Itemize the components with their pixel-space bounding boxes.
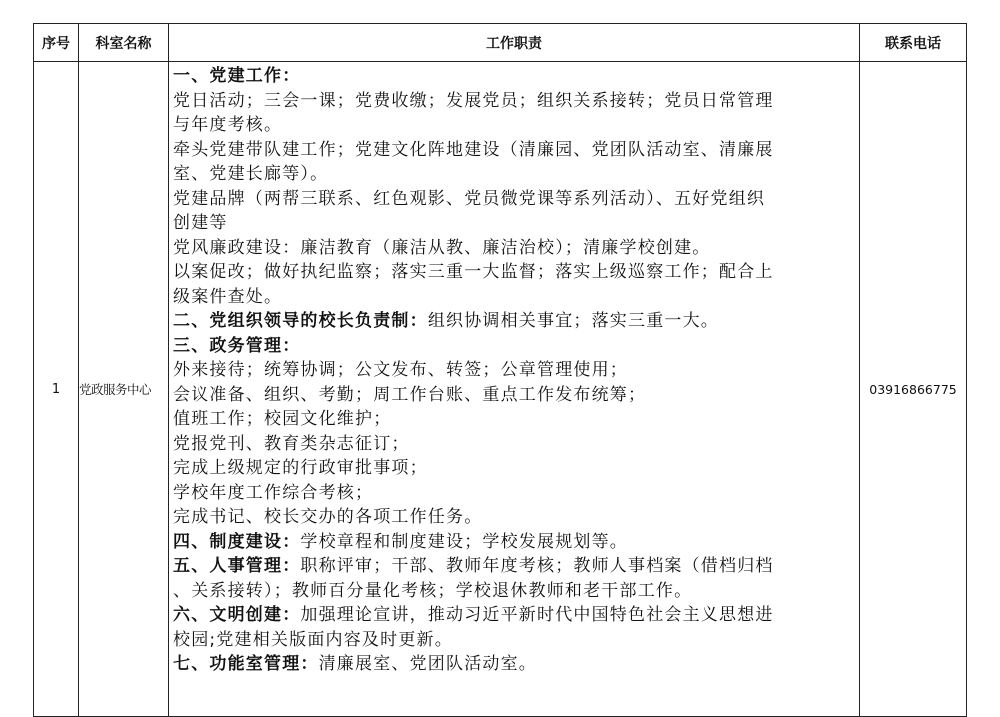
duty-text: 清廉展室、党团队活动室。 [318,654,538,674]
duty-section-heading: 二、党组织领导的校长负责制： [173,311,428,331]
header-row [34,24,967,62]
duty-line [173,579,855,604]
duty-text: 外来接待；统筹协调；公文发布、转签；公章管理使用； [173,360,628,380]
duty-text: 学校章程和制度建设；学校发展规划等。 [300,531,629,552]
duty-line [173,481,855,506]
duty-line [173,64,855,89]
duty-section-heading: 四、制度建设： [173,531,301,552]
header-index: 序号 [34,24,79,62]
duty-text: 创建等 [173,213,228,233]
duty-text: 党风廉政建设：廉洁教育（廉洁从教、廉洁治校）；清廉学校创建。 [173,237,711,258]
duty-line [173,358,855,383]
duty-section-heading: 一、党建工作： [173,66,301,86]
duty-text: 值班工作；校园文化维护； [173,409,392,429]
duty-lines [173,64,855,677]
duty-text: 党报党刊、教育类杂志征订； [173,433,410,454]
duty-line [173,383,855,408]
duty-line [173,603,855,628]
duty-line [173,113,855,138]
row-index: 1 [34,62,79,717]
duty-line [173,236,855,261]
duty-line [173,530,855,555]
header-phone: 联系电话 [860,24,967,62]
duty-text: 学校年度工作综合考核； [173,482,374,503]
duty-line [173,628,855,653]
duty-line [173,162,855,187]
duty-line [173,505,855,530]
duty-line [173,407,855,432]
duty-section-heading: 六、文明创建： [173,605,301,625]
duty-text: 牵头党建带队建工作；党建文化阵地建设（清廉园、党团队活动室、清廉展 [173,139,774,160]
header-department: 科室名称 [79,24,169,62]
duty-text: 组织协调相关事宜；落实三重一大。 [427,311,720,331]
duty-line [173,456,855,481]
duty-text: 室、党建长廊等）。 [173,164,329,184]
duty-line [173,554,855,579]
row-phone: 03916866775 [860,62,967,717]
row-department: 党政服务中心 [79,62,169,717]
duty-section-heading: 五、人事管理： [173,556,301,576]
duty-line [173,260,855,285]
duty-line [173,652,855,677]
duty-line [173,309,855,334]
duty-text: 、关系接转）；教师百分量化考核；学校退休教师和老干部工作。 [173,580,693,601]
duty-text: 完成书记、校长交办的各项工作任务。 [173,507,483,527]
duty-text: 党日活动；三会一课；党费收缴；发展党员；组织关系接转；党员日常管理 [173,90,774,111]
duty-section-heading: 七、功能室管理： [173,654,319,674]
duty-line [173,334,855,359]
duty-line [173,187,855,212]
duty-section-heading: 三、政务管理： [173,335,301,356]
duties-table [33,23,967,717]
duty-text: 校园;党建相关版面内容及时更新。 [173,629,453,650]
table-row [34,62,967,717]
duty-text: 完成上级规定的行政审批事项； [173,458,428,478]
duty-text: 与年度考核。 [173,115,283,135]
duty-text: 加强理论宣讲，推动习近平新时代中国特色社会主义思想进 [300,605,774,625]
duty-line [173,432,855,457]
duty-text: 会议准备、组织、考勤；周工作台账、重点工作发布统筹； [173,384,647,405]
duty-text: 级案件查处。 [173,286,283,307]
duty-line [173,285,855,310]
row-duties [169,62,860,717]
duty-text: 党建品牌（两帮三联系、红色观影、党员微党课等系列活动）、五好党组织 [173,188,766,209]
duty-line [173,211,855,236]
duty-line [173,138,855,163]
duty-text: 以案促改；做好执纪监察；落实三重一大监督；落实上级巡察工作；配合上 [173,262,774,282]
duty-text: 职称评审；干部、教师年度考核；教师人事档案（借档归档 [300,556,774,576]
header-duties: 工作职责 [169,24,860,62]
duty-line [173,89,855,114]
